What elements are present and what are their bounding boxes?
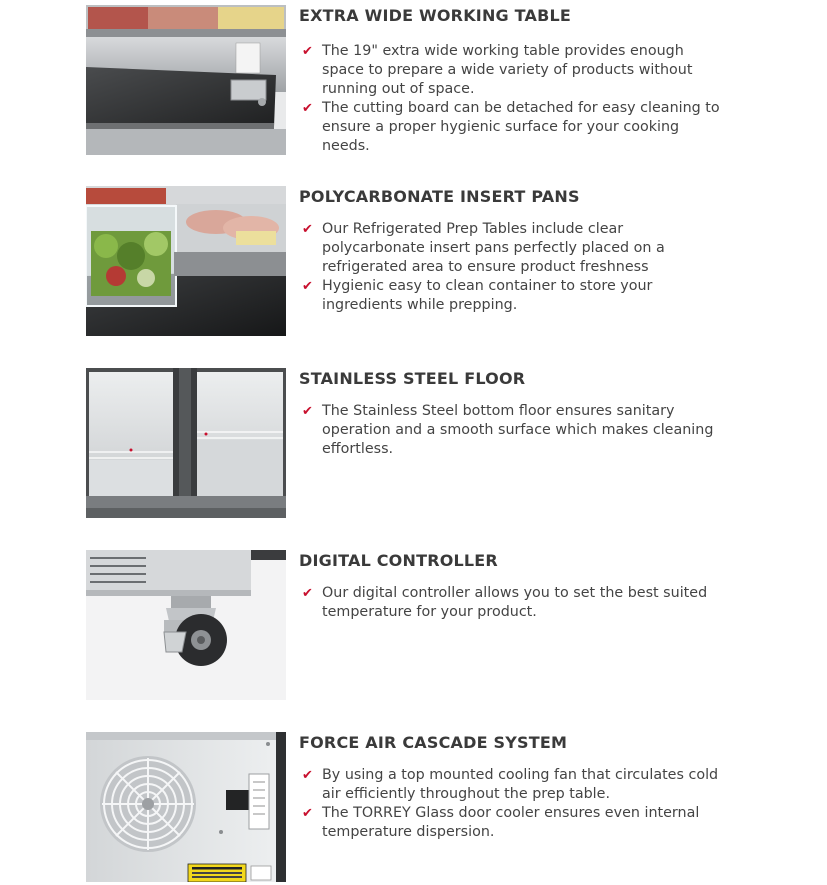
list-item: ✔ By using a top mounted cooling fan that circulates cold air efficiently throughout the prep table. [302, 767, 719, 802]
feature-title: FORCE AIR CASCADE SYSTEM [299, 733, 568, 752]
checkmark-icon: ✔ [302, 768, 313, 783]
checkmark-icon: ✔ [302, 44, 313, 59]
list-item: ✔ Our Refrigerated Prep Tables include clear polycarbonate insert pans perfectly placed on a refrigerated area to ensure product freshness [302, 221, 665, 275]
feature-content [299, 732, 729, 842]
feature-content [299, 186, 729, 315]
checkmark-icon: ✔ [302, 101, 313, 116]
feature-title: EXTRA WIDE WORKING TABLE [299, 6, 572, 25]
list-item: ✔ Our digital controller allows you to set the best suited temperature for your product. [302, 585, 708, 620]
list-item: ✔ The 19" extra wide working table provides enough space to prepare a wide variety of products without running out of space. [302, 43, 693, 97]
list-item: ✔ The cutting board can be detached for easy cleaning to ensure a proper hygienic surface for your cooking needs. [302, 100, 720, 154]
working-table-photo [86, 5, 286, 155]
checkmark-icon: ✔ [302, 222, 313, 237]
feature-points [299, 584, 729, 622]
list-item: ✔ The Stainless Steel bottom floor ensures sanitary operation and a smooth surface which makes cleaning effortless. [302, 403, 714, 457]
checkmark-icon: ✔ [302, 586, 313, 601]
feature-content [299, 550, 729, 622]
feature-title: POLYCARBONATE INSERT PANS [299, 187, 580, 206]
list-item: ✔ The TORREY Glass door cooler ensures even internal temperature dispersion. [302, 805, 700, 840]
feature-content [299, 5, 729, 156]
feature-title: DIGITAL CONTROLLER [299, 551, 498, 570]
feature-points [299, 220, 729, 315]
feature-title: STAINLESS STEEL FLOOR [299, 369, 526, 388]
checkmark-icon: ✔ [302, 279, 313, 294]
feature-points [299, 402, 729, 459]
caster-wheel-photo [86, 550, 286, 700]
checkmark-icon: ✔ [302, 404, 313, 419]
steel-floor-photo [86, 368, 286, 518]
feature-points [299, 42, 729, 156]
feature-content [299, 368, 729, 459]
list-item: ✔ Hygienic easy to clean container to store your ingredients while prepping. [302, 278, 653, 313]
insert-pans-photo [86, 186, 286, 336]
feature-points [299, 766, 729, 842]
checkmark-icon: ✔ [302, 806, 313, 821]
cooling-fan-photo [86, 732, 286, 882]
